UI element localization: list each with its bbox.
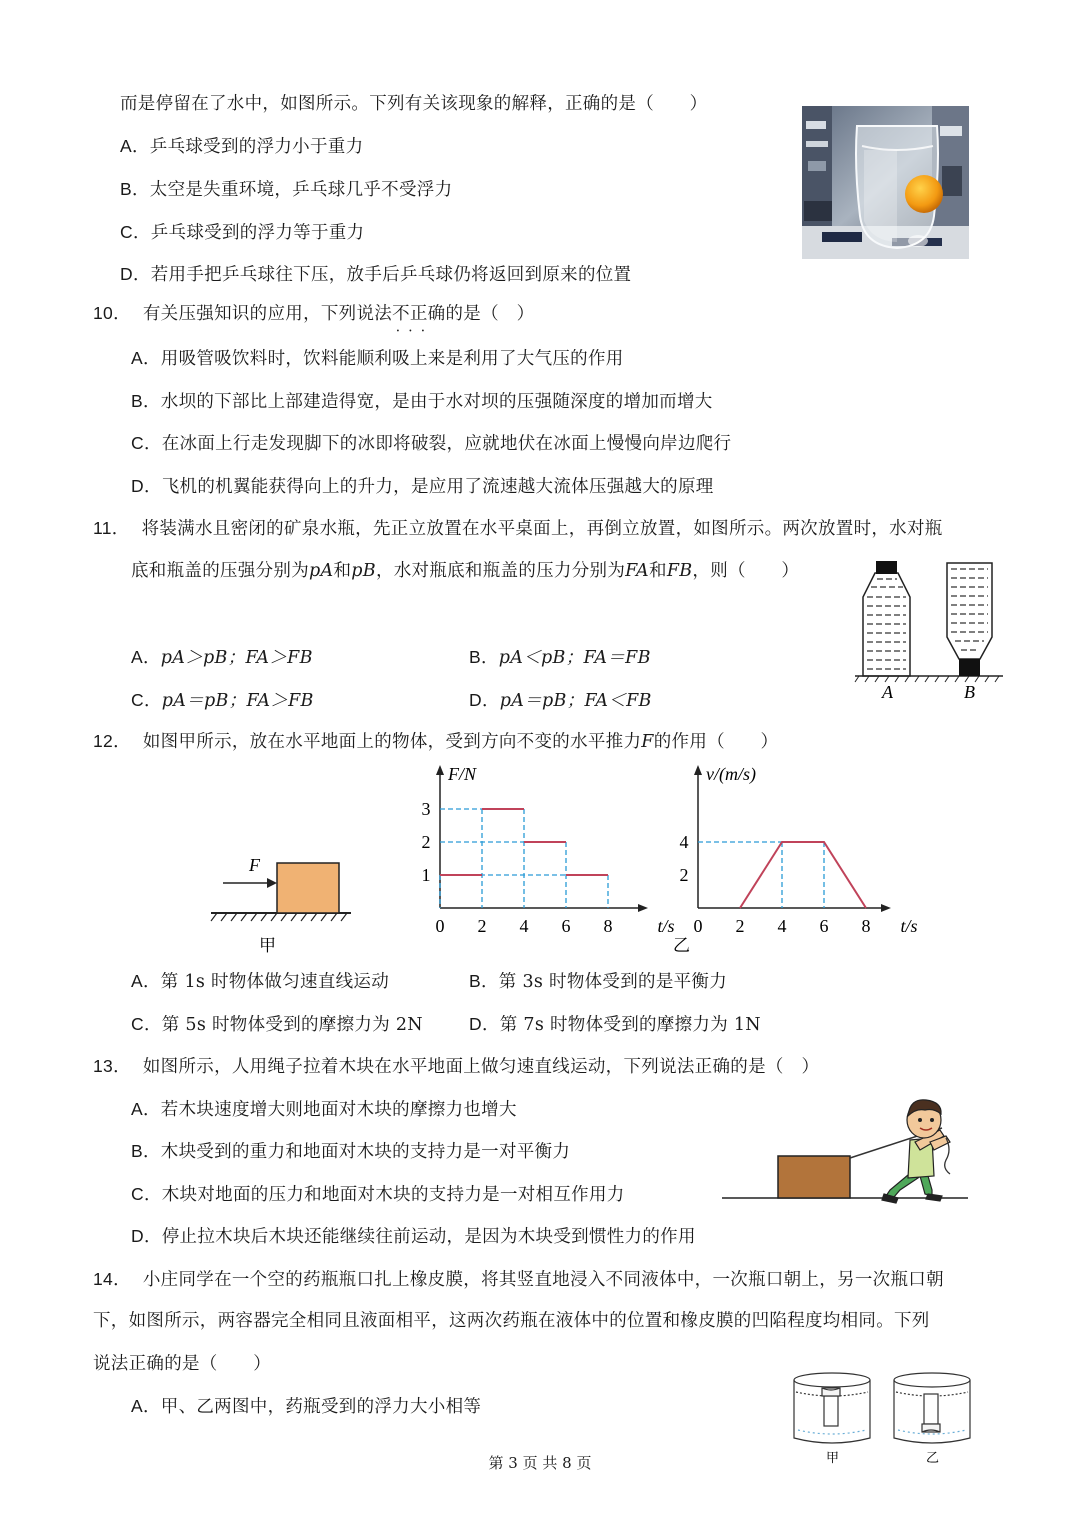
x-tick-label: 2 — [477, 916, 487, 936]
q11-option-d: D．pA＝pB；FA＜FB — [469, 690, 652, 711]
force-label: F — [249, 855, 260, 875]
x-axis-label: t/s — [657, 916, 675, 936]
q9-stem: 而是停留在了水中，如图所示。下列有关该现象的解释，正确的是（ ） — [120, 94, 708, 114]
y-axis-arrow — [436, 765, 444, 775]
y-axis-label: v/(m/s) — [706, 764, 756, 784]
container-jia-label: 甲 — [826, 1451, 840, 1466]
y-axis-label: F/N — [448, 764, 477, 784]
q9-option-c: C．乒乓球受到的浮力等于重力 — [120, 222, 365, 243]
q10-option-b: B．水坝的下部比上部建造得宽，是由于水对坝的压强随深度的增加而增大 — [131, 391, 713, 412]
q9-option-d: D．若用手把乒乓球往下压，放手后乒乓球仍将返回到原来的位置 — [120, 264, 632, 285]
q10-option-c: C．在冰面上行走发现脚下的冰即将破裂，应就地伏在冰面上慢慢向岸边爬行 — [131, 433, 732, 454]
q13-option-a: A．若木块速度增大则地面对木块的摩擦力也增大 — [131, 1099, 517, 1120]
q13-option-c: C．木块对地面的压力和地面对木块的支持力是一对相互作用力 — [131, 1184, 625, 1205]
block-force-figure — [205, 845, 365, 960]
x-tick-label: 2 — [735, 916, 745, 936]
series-line — [740, 842, 866, 908]
page-footer: 第 3 页 共 8 页 — [488, 1454, 592, 1472]
q13-stem: 13． 如图所示，人用绳子拉着木块在水平地面上做匀速直线运动，下列说法正确的是（ ） — [93, 1056, 820, 1077]
q10-option-a: A．用吸管吸饮料时，饮料能顺利吸上来是利用了大气压的作用 — [131, 348, 624, 369]
x-axis-arrow — [638, 904, 648, 912]
y-tick-label: 2 — [421, 832, 431, 852]
q14-stem-line3: 说法正确的是（ ） — [93, 1354, 271, 1374]
boy-pulling-block-figure — [720, 1080, 972, 1205]
y-axis-arrow — [694, 765, 702, 775]
q11-option-c: C．pA＝pB；FA＞FB — [131, 690, 314, 711]
bottle-a-label: A — [882, 682, 893, 702]
q13-option-b: B．木块受到的重力和地面对木块的支持力是一对平衡力 — [131, 1141, 571, 1162]
force-time-chart — [405, 758, 675, 938]
x-axis-label: t/s — [900, 916, 918, 936]
q10-option-d: D．飞机的机翼能获得向上的升力，是应用了流速越大流体压强越大的原理 — [131, 476, 714, 497]
q12-stem: 12． 如图甲所示，放在水平地面上的物体，受到方向不变的水平推力F的作用（ ） — [93, 731, 779, 752]
y-tick-label: 4 — [679, 832, 689, 852]
q9-option-b: B．太空是失重环境，乒乓球几乎不受浮力 — [120, 179, 453, 200]
x-tick-label: 0 — [693, 916, 703, 936]
x-tick-label: 4 — [777, 916, 787, 936]
q13-option-d: D．停止拉木块后木块还能继续往前运动，是因为木块受到惯性力的作用 — [131, 1226, 696, 1247]
q10-emphasis: 不正确 • • • — [392, 304, 445, 324]
x-tick-label: 8 — [603, 916, 613, 936]
q11-option-b: B．pA＜pB；FA＝FB — [469, 647, 651, 668]
q12-option-b: B．第 3s 时物体受到的是平衡力 — [469, 971, 728, 992]
x-axis-arrow — [881, 904, 891, 912]
q14-stem-line1: 14． 小庄同学在一个空的药瓶瓶口扎上橡皮膜，将其竖直地浸入不同液体中，一次瓶口朝上，另一次瓶口朝 — [93, 1269, 944, 1290]
x-tick-label: 0 — [435, 916, 445, 936]
space-station-photo — [802, 106, 969, 259]
bottle-b-label: B — [964, 682, 975, 702]
x-tick-label: 8 — [861, 916, 871, 936]
q10-stem: 10． 有关压强知识的应用，下列说法不正确 • • •的是（ ） — [93, 301, 534, 326]
x-tick-label: 4 — [519, 916, 529, 936]
q11-stem-line1: 11． 将装满水且密闭的矿泉水瓶，先正立放置在水平桌面上，再倒立放置，如图所示。两次放置时，水对瓶 — [93, 518, 943, 539]
q12-option-d: D．第 7s 时物体受到的摩擦力为 1N — [469, 1014, 761, 1035]
q14-stem-line2: 下，如图所示，两容器完全相同且液面相平，这两次药瓶在液体中的位置和橡皮膜的凹陷程度均相同。下列 — [93, 1311, 930, 1331]
figure-yi-label: 乙 — [673, 936, 690, 956]
x-tick-label: 6 — [819, 916, 829, 936]
velocity-time-chart — [665, 758, 918, 958]
bottles-figure — [855, 555, 1005, 705]
y-tick-label: 2 — [679, 865, 689, 885]
q14-option-a: A．甲、乙两图中，药瓶受到的浮力大小相等 — [131, 1396, 482, 1417]
q12-option-a: A．第 1s 时物体做匀速直线运动 — [131, 971, 390, 992]
figure-jia-label: 甲 — [259, 936, 276, 956]
q11-option-a: A．pA＞pB；FA＞FB — [131, 647, 313, 668]
y-tick-label: 3 — [421, 799, 431, 819]
q11-stem-line2: 底和瓶盖的压强分别为pA和pB，水对瓶底和瓶盖的压力分别为FA和FB，则（ ） — [131, 561, 800, 581]
q9-option-a: A．乒乓球受到的浮力小于重力 — [120, 136, 364, 157]
q12-option-c: C．第 5s 时物体受到的摩擦力为 2N — [131, 1014, 423, 1035]
y-tick-label: 1 — [421, 865, 431, 885]
x-tick-label: 6 — [561, 916, 571, 936]
container-yi-label: 乙 — [926, 1451, 940, 1466]
